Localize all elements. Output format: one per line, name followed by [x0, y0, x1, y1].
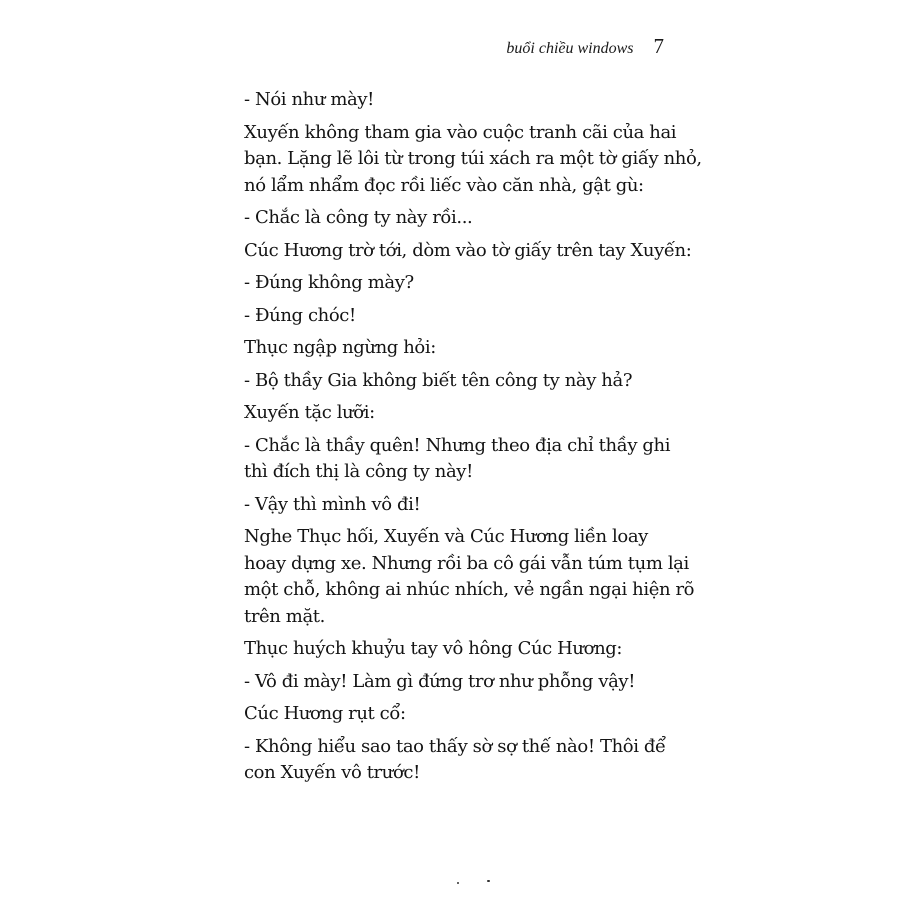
paragraph	[244, 368, 669, 395]
paragraph	[244, 303, 669, 330]
paragraph	[244, 238, 692, 265]
running-header	[506, 34, 664, 59]
paragraph	[244, 205, 669, 232]
paragraph	[244, 734, 669, 787]
text-line: Nghe Thục hối, Xuyến và Cúc Hương liền loay	[244, 526, 648, 547]
paragraph	[244, 87, 669, 114]
page-number: 7	[653, 34, 664, 58]
text-line: một chỗ, không ai nhúc nhích, vẻ ngần ngại hiện rõ	[244, 579, 695, 600]
text-line: hoay dựng xe. Nhưng rồi ba cô gái vẫn túm tụm lại	[244, 552, 689, 574]
text-line: Cúc Hương trờ tới, dòm vào tờ giấy trên tay Xuyến:	[244, 239, 692, 261]
paragraph	[244, 524, 695, 630]
paragraph	[244, 701, 669, 728]
text-line: con Xuyến vô trước!	[244, 762, 420, 783]
text-line: - Vậy thì mình vô đi!	[244, 493, 421, 515]
text-line: trên mặt.	[244, 605, 325, 627]
paragraph	[244, 335, 669, 362]
text-line: - Nói như mày!	[244, 89, 374, 110]
body-text	[244, 87, 702, 793]
text-line: Thục ngập ngừng hỏi:	[244, 337, 436, 358]
paragraph	[244, 120, 702, 200]
text-line: - Bộ thầy Gia không biết tên công ty này hả?	[244, 369, 633, 391]
paragraph	[244, 669, 669, 696]
paragraph	[244, 492, 669, 519]
running-header-title: buổi chiều windows	[506, 40, 634, 57]
print-speck	[457, 882, 459, 884]
paragraph	[244, 400, 669, 427]
text-line: - Vô đi mày! Làm gì đứng trơ như phỗng vậy!	[244, 670, 636, 692]
text-line: - Chắc là thầy quên! Nhưng theo địa chỉ thầy ghi	[244, 434, 671, 456]
paragraph	[244, 270, 669, 297]
text-line: - Đúng chóc!	[244, 304, 356, 326]
text-line: Thục huých khuỷu tay vô hông Cúc Hương:	[244, 638, 623, 659]
text-line: - Chắc là công ty này rồi...	[244, 207, 473, 228]
paragraph	[244, 433, 669, 486]
print-speck	[487, 880, 490, 882]
text-line: thì đích thị là công ty này!	[244, 461, 473, 482]
text-line: bạn. Lặng lẽ lôi từ trong túi xách ra một tờ giấy nhỏ,	[244, 148, 702, 169]
paragraph	[244, 636, 669, 663]
text-line: nó lẩm nhẩm đọc rồi liếc vào căn nhà, gật gù:	[244, 174, 644, 196]
text-line: - Không hiểu sao tao thấy sờ sợ thế nào! Thôi để	[244, 735, 666, 757]
text-line: Xuyến không tham gia vào cuộc tranh cãi của hai	[244, 121, 677, 143]
text-line: Cúc Hương rụt cổ:	[244, 703, 406, 724]
text-line: Xuyến tặc lưỡi:	[244, 402, 375, 423]
text-line: - Đúng không mày?	[244, 272, 414, 293]
